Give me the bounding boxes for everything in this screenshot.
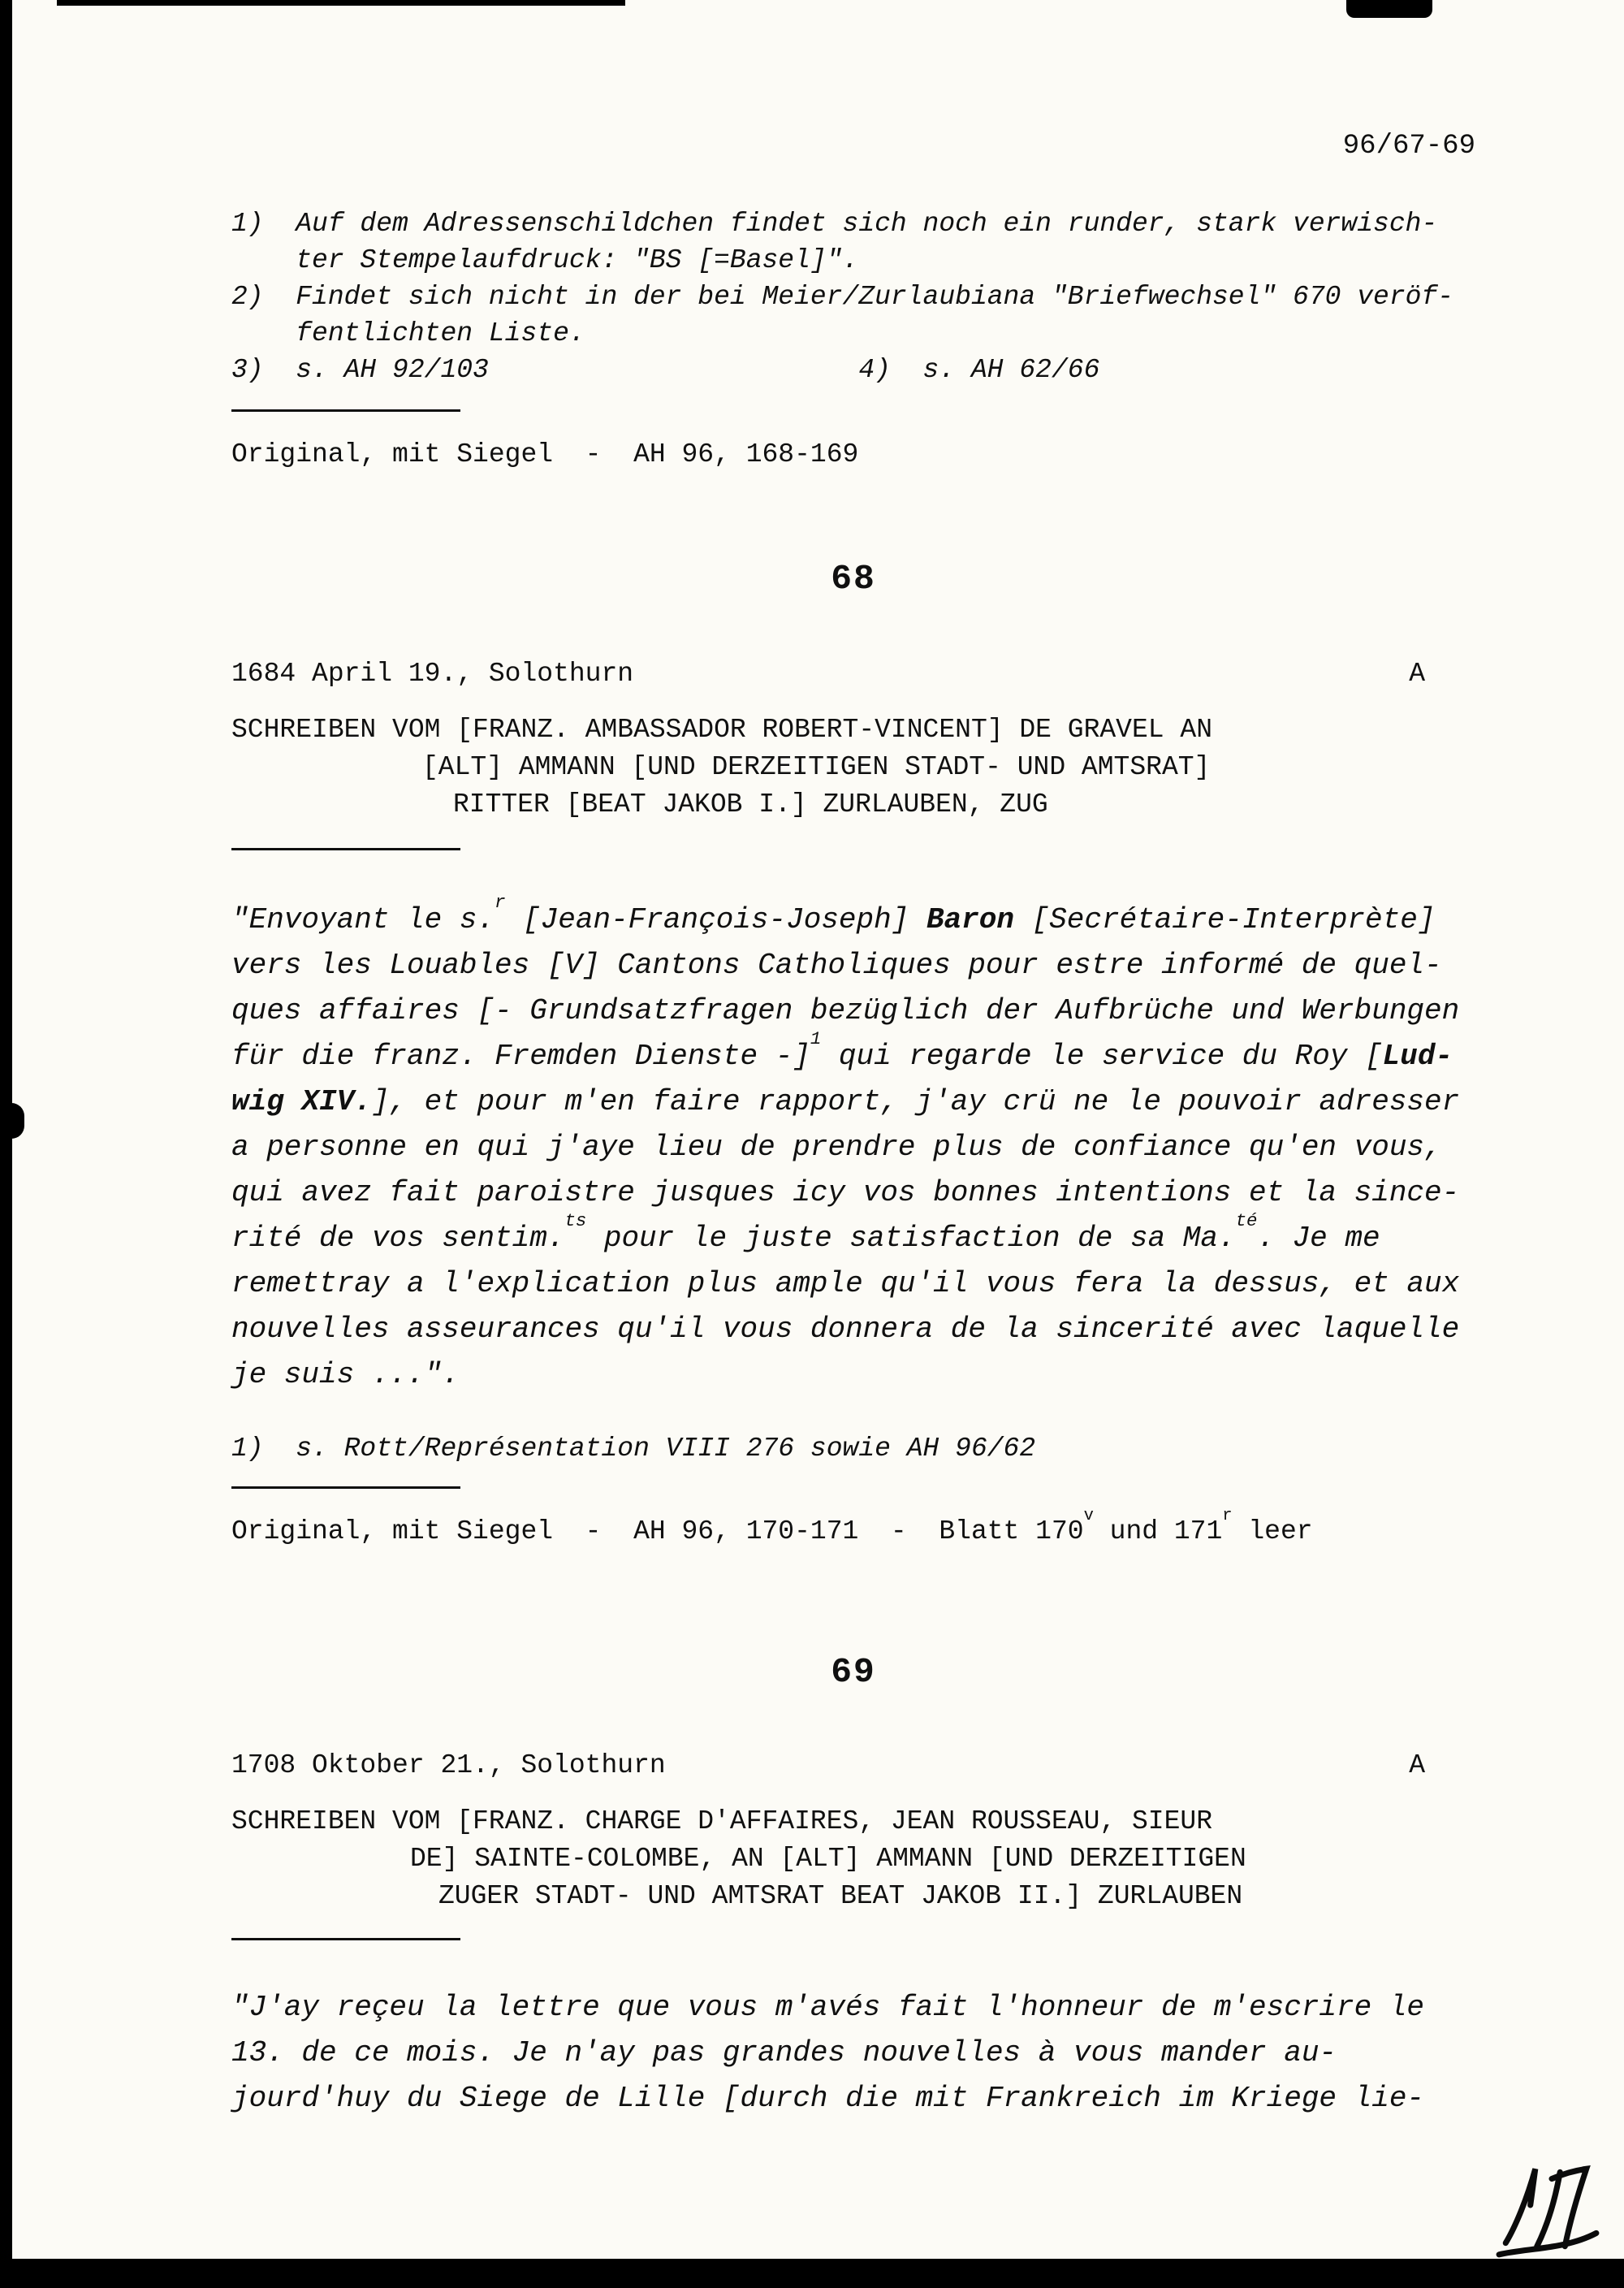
source-text: Original, mit Siegel - AH 96, 170-171 - Blatt 170 [231,1516,1084,1546]
footnote-line: 3) s. AH 92/103 4) s. AH 62/66 [231,355,1100,385]
superscript: r [495,892,506,914]
quote-line: "J'ay reçeu la lettre que vous m'avés fait l'honneur de m'escrire le [231,1991,1425,2024]
entry-marker-69: A [1409,1750,1425,1780]
quote-line: remettray a l'explication plus ample qu'il vous fera la dessus, et aux [231,1267,1460,1300]
quote-line [231,1079,1475,1125]
footnote-68: 1) s. Rott/Représentation VIII 276 sowie AH 96/62 [231,1434,1036,1464]
quote-text-bold: Lud- [1382,1040,1453,1073]
scan-edge-blob [0,1103,24,1139]
superscript: r [1222,1507,1233,1526]
source-text: und 171 [1093,1516,1223,1546]
divider-rule [231,1486,460,1489]
quote-line: a personne en qui j'aye lieu de prendre plus de confiance qu'en vous, [231,1131,1442,1164]
quote-text: . Je me [1257,1222,1380,1255]
footnote-line: fentlichten Liste. [231,318,585,348]
quote-text-bold: Baron [926,903,1014,936]
quote-text: "Envoyant le s. [231,903,495,936]
scan-edge-left [0,0,12,2288]
quote-68 [231,892,1475,1398]
quote-line: je suis ...". [231,1358,460,1391]
quote-text: [Secrétaire-Interprète] [1013,903,1436,936]
dateline-69 [231,1747,1475,1784]
superscript: té [1235,1210,1258,1232]
title-line: RITTER [BEAT JAKOB I.] ZURLAUBEN, ZUG [453,789,1048,820]
quote-text: [Jean-François-Joseph] [505,903,926,936]
quote-text: für die franz. Fremden Dienste -] [231,1040,810,1073]
divider-rule [231,1938,460,1940]
superscript: v [1083,1507,1094,1526]
quote-line [231,1028,1475,1079]
handwritten-mark [1494,2151,1601,2266]
quote-line: nouvelles asseurances qu'il vous donnera de la sincerité avec laquelle [231,1313,1460,1346]
quote-text: rité de vos sentim. [231,1222,565,1255]
footnote-line: 1) Auf dem Adressenschildchen findet sich noch ein runder, stark verwisch- [231,209,1438,239]
divider-rule [231,848,460,850]
quote-text: qui regarde le service du Roy [ [821,1040,1383,1073]
entry-number-68: 68 [831,559,876,599]
quote-text: ], et pour m'en faire rapport, j'ay crü ne le pouvoir adresser [371,1085,1460,1118]
superscript: 1 [810,1028,822,1050]
quote-text-bold: wig XIV. [231,1085,372,1118]
footnote-line: 2) Findet sich nicht in der bei Meier/Zurlaubiana "Briefwechsel" 670 veröf- [231,282,1454,312]
scan-edge-bottom [0,2259,1624,2288]
entry-number-69: 69 [831,1652,876,1692]
quote-line: vers les Louables [V] Cantons Catholiques pour estre informé de quel- [231,949,1442,982]
entry-date-69: 1708 Oktober 21., Solothurn [231,1750,666,1780]
footnote-line: ter Stempelaufdruck: "BS [=Basel]". [231,245,859,275]
quote-line [231,1210,1475,1261]
entry-title-69 [231,1803,1475,1915]
source-note-68 [231,1507,1475,1550]
entry-date-68: 1684 April 19., Solothurn [231,659,634,689]
title-line: SCHREIBEN VOM [FRANZ. AMBASSADOR ROBERT-VINCENT] DE GRAVEL AN [231,715,1212,745]
superscript: ts [564,1210,587,1232]
entry-marker-68: A [1409,659,1425,689]
entry-title-68 [231,711,1475,824]
title-line: DE] SAINTE-COLOMBE, AN [ALT] AMMANN [UND DERZEITIGEN [410,1844,1246,1874]
source-text: leer [1232,1516,1313,1546]
page-content [231,0,1475,2121]
title-line: [ALT] AMMANN [UND DERZEITIGEN STADT- UND AMTSRAT] [422,752,1211,782]
quote-text: pour le juste satisfaction de sa Ma. [586,1222,1236,1255]
quote-line: ques affaires [- Grundsatzfragen bezüglich der Aufbrüche und Werbungen [231,994,1460,1027]
quote-line: qui avez fait paroistre jusques icy vos bonnes intentions et la since- [231,1176,1460,1209]
divider-rule [231,409,460,412]
quote-line: 13. de ce mois. Je n'ay pas grandes nouvelles à vous mander au- [231,2036,1337,2070]
quote-69 [231,1985,1475,2121]
quote-line [231,892,1475,943]
dateline-68 [231,655,1475,692]
source-note-top: Original, mit Siegel - AH 96, 168-169 [231,439,859,469]
footnotes-block-top [231,205,1475,388]
page-reference: 96/67-69 [1342,131,1475,162]
quote-line: jourd'huy du Siege de Lille [durch die mit Frankreich im Kriege lie- [231,2082,1425,2115]
title-line: SCHREIBEN VOM [FRANZ. CHARGE D'AFFAIRES, JEAN ROUSSEAU, SIEUR [231,1806,1212,1836]
title-line: ZUGER STADT- UND AMTSRAT BEAT JAKOB II.] ZURLAUBEN [438,1881,1243,1911]
